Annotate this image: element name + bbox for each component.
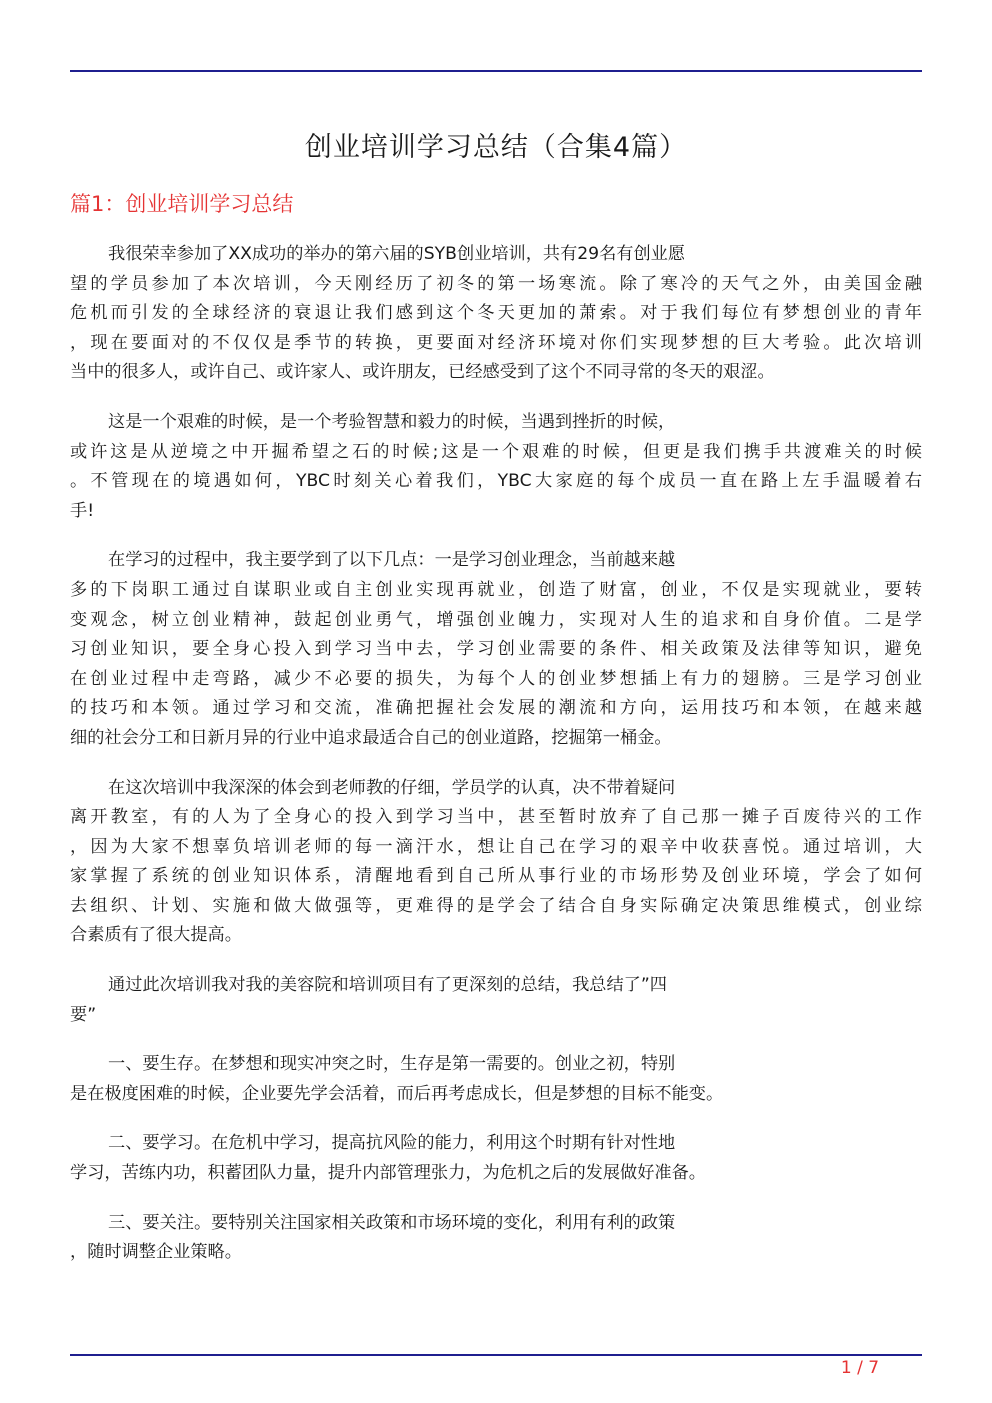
paragraph-line: 习创业知识，要全身心投入到学习当中去，学习创业需要的条件、相关政策及法律等知识，避免 <box>70 639 922 660</box>
paragraph-line: ，因为大家不想辜负培训老师的每一滴汗水，想让自己在学习的艰辛中收获喜悦。通过培训，大 <box>70 836 922 857</box>
paragraph-line: ，现在要面对的不仅仅是季节的转换，更要面对经济环境对你们实现梦想的巨大考验。此次培训 <box>70 332 922 353</box>
paragraph <box>70 774 922 952</box>
paragraph-line: 三、要关注。要特别关注国家相关政策和市场环境的变化，利用有利的政策 <box>108 1212 676 1233</box>
paragraph <box>70 971 922 1030</box>
document-title: 创业培训学习总结（合集4篇） <box>304 132 688 163</box>
paragraph-line: 危机而引发的全球经济的衰退让我们感到这个冬天更加的萧索。对于我们每位有梦想创业的青年 <box>70 303 922 324</box>
paragraph-line: 离开教室，有的人为了全身心的投入到学习当中，甚至暂时放弃了自己那一摊子百废待兴的工作 <box>70 807 922 828</box>
paragraph-line: 这是一个艰难的时候，是一个考验智慧和毅力的时候，当遇到挫折的时候， <box>108 411 676 432</box>
paragraph-line: 在创业过程中走弯路，减少不必要的损失，为每个人的创业梦想插上有力的翅膀。三是学习创业 <box>70 668 922 689</box>
paragraph <box>70 1050 922 1109</box>
paragraph-line: 家掌握了系统的创业知识体系，清醒地看到自己所从事行业的市场形势及创业环境，学会了如何 <box>70 866 922 887</box>
document-body <box>70 240 922 1288</box>
paragraph-line: 的技巧和本领。通过学习和交流，准确把握社会发展的潮流和方向，运用技巧和本领，在越来越 <box>70 698 922 719</box>
footer-rule <box>70 1354 922 1356</box>
paragraph-line: 在这次培训中我深深的体会到老师教的仔细，学员学的认真，决不带着疑问 <box>108 777 676 798</box>
paragraph-line: 手! <box>70 500 95 521</box>
paragraph-line: 学习，苦练内功，积蓄团队力量，提升内部管理张力，为危机之后的发展做好准备。 <box>70 1163 706 1184</box>
paragraph-line: 多的下岗职工通过自谋职业或自主创业实现再就业，创造了财富，创业，不仅是实现就业，要转 <box>70 579 922 600</box>
paragraph-line: 当中的很多人，或许自己、或许家人、或许朋友，已经感受到了这个不同寻常的冬天的艰涩。 <box>70 362 775 383</box>
paragraph <box>70 1129 922 1188</box>
paragraph-line: 去组织、计划、实施和做大做强等，更难得的是学会了结合自身实际确定决策思维模式，创业综 <box>70 895 922 916</box>
paragraph <box>70 408 922 526</box>
paragraph-line: 。不管现在的境遇如何，YBC时刻关心着我们，YBC大家庭的每个成员一直在路上左手温暖着右 <box>70 471 922 492</box>
header-rule <box>70 70 922 72</box>
paragraph-line: 或许这是从逆境之中开掘希望之石的时候;这是一个艰难的时候，但更是我们携手共渡难关的时候 <box>70 441 922 462</box>
paragraph <box>70 240 922 388</box>
paragraph-line: 一、要生存。在梦想和现实冲突之时，生存是第一需要的。创业之初，特别 <box>108 1054 676 1075</box>
paragraph-line: 细的社会分工和日新月异的行业中追求最适合自己的创业道路，挖掘第一桶金。 <box>70 727 672 748</box>
paragraph-line: ，随时调整企业策略。 <box>70 1242 242 1263</box>
paragraph-line: 我很荣幸参加了XX成功的举办的第六届的SYB创业培训，共有29名有创业愿 <box>108 244 686 264</box>
page-number: 1 / 7 <box>840 1358 880 1378</box>
section-heading: 篇1：创业培训学习总结 <box>70 192 294 216</box>
paragraph-line: 合素质有了很大提高。 <box>70 925 242 946</box>
paragraph-line: 要” <box>70 1004 97 1025</box>
paragraph-line: 通过此次培训我对我的美容院和培训项目有了更深刻的总结，我总结了”四 <box>108 975 667 996</box>
paragraph <box>70 546 922 753</box>
paragraph <box>70 1209 922 1268</box>
paragraph-line: 二、要学习。在危机中学习，提高抗风险的能力，利用这个时期有针对性地 <box>108 1133 676 1154</box>
paragraph-line: 望的学员参加了本次培训，今天刚经历了初冬的第一场寒流。除了寒冷的天气之外，由美国金融 <box>70 273 922 294</box>
paragraph-line: 变观念，树立创业精神，鼓起创业勇气，增强创业魄力，实现对人生的追求和自身价值。二是学 <box>70 609 922 630</box>
paragraph-line: 在学习的过程中，我主要学到了以下几点：一是学习创业理念，当前越来越 <box>108 550 676 571</box>
paragraph-line: 是在极度困难的时候，企业要先学会活着，而后再考虑成长，但是梦想的目标不能变。 <box>70 1083 724 1104</box>
